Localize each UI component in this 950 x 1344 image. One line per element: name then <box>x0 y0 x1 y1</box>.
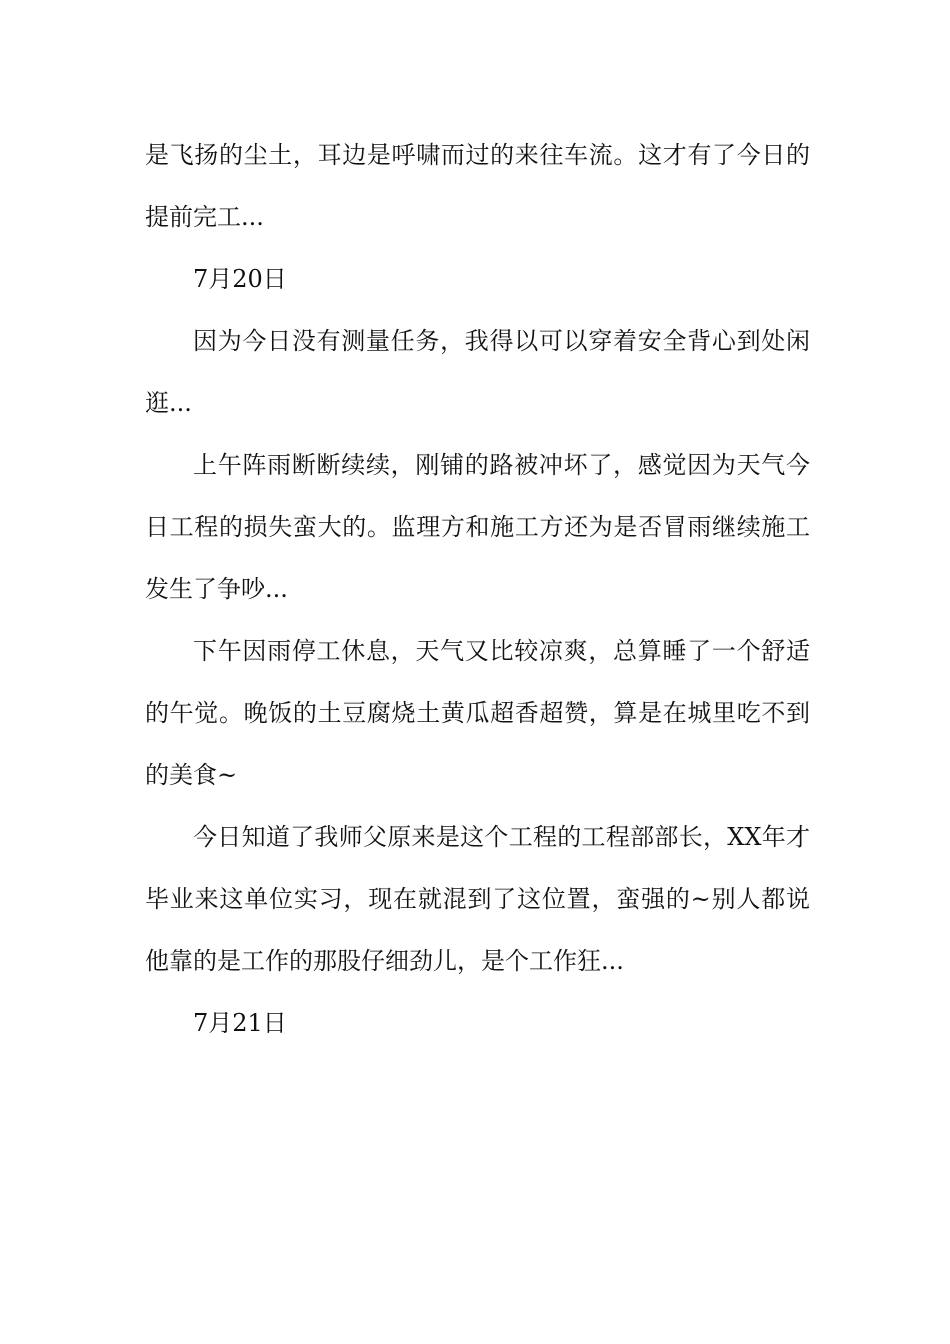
paragraph: 下午因雨停工休息，天气又比较凉爽，总算睡了一个舒适的午觉。晚饭的土豆腐烧土黄瓜超香超赞，算是在城里吃不到的美食~ <box>145 637 810 789</box>
paragraph-continued: 是飞扬的尘土，耳边是呼啸而过的来往车流。这才有了今日的提前完工... <box>145 141 810 231</box>
paragraph: 因为今日没有测量任务，我得以可以穿着安全背心到处闲逛... <box>145 327 810 417</box>
paragraph: 今日知道了我师父原来是这个工程的工程部部长，XX年才毕业来这单位实习，现在就混到了这位置，蛮强的~别人都说他靠的是工作的那股仔细劲儿，是个工作狂... <box>145 823 810 975</box>
date-heading-july-20: 7月20日 <box>193 265 287 293</box>
paragraph: 上午阵雨断断续续，刚铺的路被冲坏了，感觉因为天气今日工程的损失蛮大的。监理方和施工方还为是否冒雨继续施工发生了争吵... <box>145 451 810 603</box>
document-body <box>145 124 810 1054</box>
date-heading-july-21: 7月21日 <box>193 1009 287 1037</box>
